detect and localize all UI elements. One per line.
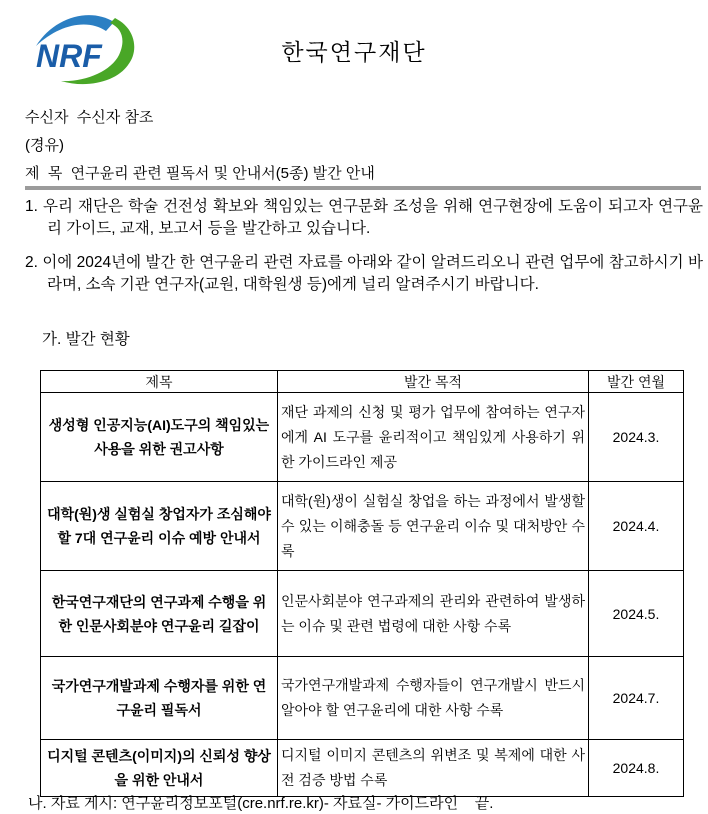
table-row — [41, 740, 684, 797]
via-line: (경유) — [25, 137, 64, 154]
body-paragraph-1: 1. 우리 재단은 학술 건전성 확보와 책임있는 연구문화 조성을 위해 연구현장에 도움이 되고자 연구윤리 가이드, 교재, 보고서 등을 발간하고 있습니다. — [25, 198, 703, 237]
pub-purpose-cell: 재단 과제의 신청 및 평가 업무에 참여하는 연구자에게 AI 도구를 윤리적이고 책임있게 사용하기 위한 가이드라인 제공 — [278, 393, 589, 482]
pub-date-cell: 2024.7. — [589, 657, 684, 740]
table-row — [41, 657, 684, 740]
pub-title-cell: 생성형 인공지능(AI)도구의 책임있는 사용을 위한 권고사항 — [41, 393, 278, 482]
pub-title-cell: 한국연구재단의 연구과제 수행을 위한 인문사회분야 연구윤리 길잡이 — [41, 571, 278, 657]
body-paragraph-2: 2. 이에 2024년에 발간 한 연구윤리 관련 자료를 아래와 같이 알려드리오니 관련 업무에 참고하시기 바라며, 소속 기관 연구자(교원, 대학원생 등)에게 널리 알려주시기 바랍니다. — [25, 254, 703, 293]
recipient-line: 수신자 수신자 참조 — [25, 109, 154, 126]
pub-title-cell: 디지털 콘텐츠(이미지)의 신뢰성 향상을 위한 안내서 — [41, 740, 278, 797]
table-header-title: 제목 — [41, 371, 278, 393]
title-divider — [25, 186, 701, 190]
pub-date-cell: 2024.5. — [589, 571, 684, 657]
table-header-row — [41, 371, 684, 393]
table-row — [41, 482, 684, 571]
table-header-date: 발간 연월 — [589, 371, 684, 393]
table-row — [41, 393, 684, 482]
pub-date-cell: 2024.3. — [589, 393, 684, 482]
subject-line: 제 목 연구윤리 관련 필독서 및 안내서(5종) 발간 안내 — [25, 165, 375, 182]
pub-title-cell: 대학(원)생 실험실 창업자가 조심해야 할 7대 연구윤리 이슈 예방 안내서 — [41, 482, 278, 571]
pub-purpose-cell: 인문사회분야 연구과제의 관리와 관련하여 발생하는 이슈 및 관련 법령에 대한 사항 수록 — [278, 571, 589, 657]
table-row — [41, 571, 684, 657]
section-a-heading: 가. 발간 현황 — [42, 331, 130, 348]
logo-nrf-text: NRF — [36, 38, 102, 74]
pub-purpose-cell: 대학(원)생이 실험실 창업을 하는 과정에서 발생할 수 있는 이해충돌 등 연구윤리 이슈 및 대처방안 수록 — [278, 482, 589, 571]
publications-table — [40, 370, 684, 797]
document-meta — [25, 104, 375, 188]
pub-date-cell: 2024.4. — [589, 482, 684, 571]
pub-date-cell: 2024.8. — [589, 740, 684, 797]
closing-line: 나. 자료 게시: 연구윤리정보포털(cre.nrf.re.kr)- 자료실- 가이드라인 끝. — [28, 795, 494, 812]
org-title: 한국연구재단 — [281, 39, 427, 65]
pub-purpose-cell: 국가연구개발과제 수행자들이 연구개발시 반드시 알아야 할 연구윤리에 대한 사항 수록 — [278, 657, 589, 740]
pub-title-cell: 국가연구개발과제 수행자를 위한 연구윤리 필독서 — [41, 657, 278, 740]
pub-purpose-cell: 디지털 이미지 콘텐츠의 위변조 및 복제에 대한 사전 검증 방법 수록 — [278, 740, 589, 797]
table-header-purpose: 발간 목적 — [278, 371, 589, 393]
